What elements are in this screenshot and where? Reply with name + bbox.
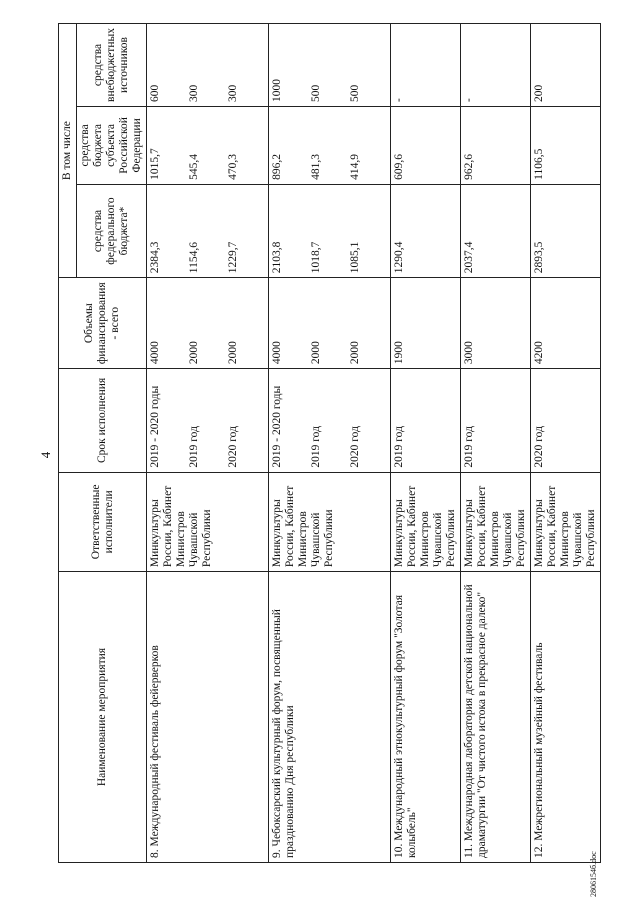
cell-name: 11. Международная лаборатория детской национальной драматургии "От чистого истока в прекрасное далеко" [461, 572, 531, 863]
cell-term-value: 2019 - 2020 годы [271, 385, 283, 468]
cell-extra-value: 1000 [271, 79, 283, 102]
cell-extra [391, 24, 461, 107]
cell-regional-value: 962,6 [463, 153, 475, 180]
events-table [58, 23, 601, 863]
cell-regional-value: 1015,7 [149, 148, 161, 180]
header-including: В том числе [59, 24, 77, 278]
header-name: Наименование мероприятия [59, 572, 147, 863]
cell-total [461, 278, 531, 369]
cell-extra-value: 300 [188, 84, 200, 102]
header-term: Срок исполнения [59, 369, 147, 472]
cell-total-value: 1900 [393, 341, 405, 365]
document-id: 2806154б.doc [589, 851, 598, 897]
cell-federal-value: 1290,4 [393, 241, 405, 274]
cell-regional-value: 609,6 [393, 153, 405, 180]
cell-name: 8. Международный фестиваль фейерверков [147, 572, 269, 863]
table-row [391, 24, 461, 863]
cell-extra-value: 200 [533, 84, 545, 102]
cell-total-value: 2000 [188, 341, 200, 365]
cell-executors: Минкультуры России, Кабинет Министров Чувашской Республики [269, 472, 391, 571]
cell-extra [269, 24, 391, 107]
cell-name: 9. Чебоксарский культурный форум, посвященный празднованию Дня республики [269, 572, 391, 863]
cell-extra-value: 500 [349, 84, 361, 102]
cell-term-value: 2019 - 2020 годы [149, 385, 161, 468]
table-row [269, 24, 391, 863]
table-row [531, 24, 601, 863]
cell-name: 12. Межрегиональный музейный фестиваль [531, 572, 601, 863]
cell-term-value: 2019 год [188, 426, 200, 468]
cell-regional [461, 107, 531, 185]
cell-regional [269, 107, 391, 185]
cell-regional-value: 414,9 [349, 153, 361, 180]
cell-total [269, 278, 391, 369]
cell-federal-value: 2384,3 [149, 241, 161, 274]
cell-federal [147, 184, 269, 277]
cell-federal-value: 1154,6 [188, 241, 200, 274]
cell-total-value: 4200 [533, 341, 545, 365]
cell-executors: Минкультуры России, Кабинет Министров Чувашской Республики [147, 472, 269, 571]
cell-executors: Минкультуры России, Кабинет Министров Чувашской Республики [391, 472, 461, 571]
cell-federal [269, 184, 391, 277]
cell-total-value: 4000 [271, 341, 283, 365]
header-executors: Ответственные исполнители [59, 472, 147, 571]
cell-extra [147, 24, 269, 107]
cell-total [531, 278, 601, 369]
cell-total [391, 278, 461, 369]
cell-total-value: 2000 [310, 341, 322, 365]
cell-term-value: 2020 год [227, 426, 239, 468]
cell-federal-value: 1018,7 [310, 241, 322, 274]
cell-regional-value: 896,2 [271, 153, 283, 180]
cell-regional-value: 1106,5 [533, 148, 545, 180]
cell-term [391, 369, 461, 472]
cell-term-value: 2019 год [463, 426, 475, 468]
cell-extra-value: - [463, 98, 475, 102]
cell-federal-value: 2103,8 [271, 241, 283, 274]
cell-extra-value: 600 [149, 84, 161, 102]
cell-name: 10. Международный этнокультурный форум "Золотая колыбель" [391, 572, 461, 863]
cell-extra-value: 500 [310, 84, 322, 102]
header-federal: средства федерального бюджета* [77, 184, 147, 277]
cell-federal-value: 2037,4 [463, 241, 475, 274]
cell-federal [461, 184, 531, 277]
cell-federal-value: 1229,7 [227, 241, 239, 274]
cell-extra-value: 300 [227, 84, 239, 102]
table-body [147, 24, 601, 863]
cell-regional [147, 107, 269, 185]
cell-term-value: 2019 год [310, 426, 322, 468]
table-row [461, 24, 531, 863]
cell-term-value: 2020 год [533, 426, 545, 468]
cell-total-value: 4000 [149, 341, 161, 365]
cell-total [147, 278, 269, 369]
cell-regional [531, 107, 601, 185]
header-regional: средства бюджета субъекта Российской Федерации [77, 107, 147, 185]
header-extra: средства внебюджетных источников [77, 24, 147, 107]
cell-federal-value: 2893,5 [533, 241, 545, 274]
cell-regional-value: 470,3 [227, 153, 239, 180]
cell-term-value: 2019 год [393, 426, 405, 468]
cell-total-value: 2000 [227, 341, 239, 365]
cell-total-value: 2000 [349, 341, 361, 365]
cell-executors: Минкультуры России, Кабинет Министров Чувашской Республики [531, 472, 601, 571]
cell-total-value: 3000 [463, 341, 475, 365]
page-number: 4 [38, 451, 53, 459]
cell-federal [391, 184, 461, 277]
cell-extra [461, 24, 531, 107]
cell-term [147, 369, 269, 472]
header-total: Объемы финансирования - всего [59, 278, 147, 369]
cell-regional-value: 481,3 [310, 153, 322, 180]
cell-executors: Минкультуры России, Кабинет Министров Чувашской Республики [461, 472, 531, 571]
cell-term [269, 369, 391, 472]
cell-extra [531, 24, 601, 107]
cell-regional [391, 107, 461, 185]
table-row [147, 24, 269, 863]
cell-term-value: 2020 год [349, 426, 361, 468]
cell-federal [531, 184, 601, 277]
cell-regional-value: 545,4 [188, 153, 200, 180]
cell-term [461, 369, 531, 472]
cell-federal-value: 1085,1 [349, 241, 361, 274]
cell-term [531, 369, 601, 472]
cell-extra-value: - [393, 98, 405, 102]
